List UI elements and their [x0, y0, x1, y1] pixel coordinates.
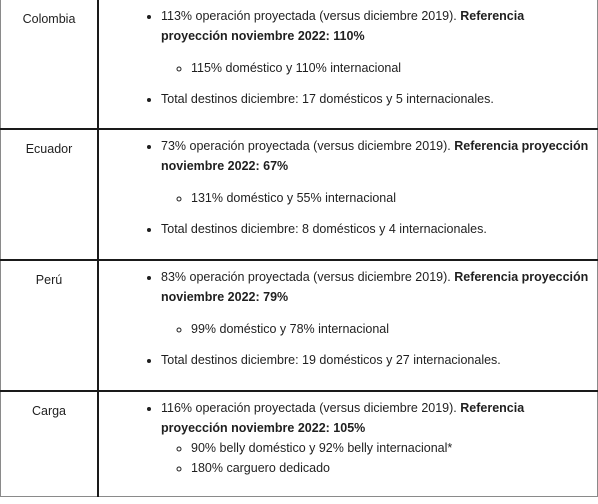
country-name: Carga [31, 404, 67, 418]
total-destinations-text: Total destinos diciembre: 19 domésticos y 27 internacionales. [161, 353, 501, 367]
country-name: Ecuador [25, 142, 73, 156]
reference-text: Referencia proyección noviembre 2022: 79% [161, 270, 589, 304]
details-cell [98, 391, 598, 497]
projection-text: 73% operación proyectada (versus diciembre 2019). [161, 139, 455, 153]
details-list [99, 130, 597, 239]
sub-list-item: ◦ 99% doméstico y 78% internacional [191, 319, 589, 339]
table-row [1, 0, 598, 129]
list-item [161, 89, 589, 109]
sub-list-item: ◦ 115% doméstico y 110% internacional [191, 58, 589, 78]
details-cell [98, 129, 598, 260]
sub-list [161, 319, 589, 339]
details-list [99, 0, 597, 109]
sub-list-item: ◦ 90% belly doméstico y 92% belly internacional* [191, 438, 589, 458]
sub-list [161, 438, 589, 478]
country-cell [1, 129, 99, 260]
list-item [161, 136, 589, 208]
country-name: Colombia [22, 12, 76, 26]
country-cell [1, 0, 99, 129]
details-cell [98, 260, 598, 391]
total-destinations-text: Total destinos diciembre: 8 domésticos y 4 internacionales. [161, 222, 487, 236]
table-row [1, 129, 598, 260]
country-name: Perú [35, 273, 63, 287]
list-item [161, 398, 589, 478]
sub-list [161, 188, 589, 208]
reference-text: Referencia proyección noviembre 2022: 110% [161, 9, 525, 43]
sub-list [161, 58, 589, 78]
details-list [99, 261, 597, 370]
reference-text: Referencia proyección noviembre 2022: 67% [161, 139, 589, 173]
reference-text: Referencia proyección noviembre 2022: 105% [161, 401, 525, 435]
list-item [161, 350, 589, 370]
sub-list-item: ◦ 131% doméstico y 55% internacional [191, 188, 589, 208]
sub-list-item: ◦ 180% carguero dedicado [191, 458, 589, 478]
list-item [161, 267, 589, 339]
projection-text: 83% operación proyectada (versus diciembre 2019). [161, 270, 455, 284]
country-cell [1, 391, 99, 497]
list-item [161, 219, 589, 239]
list-item [161, 6, 589, 78]
projection-text: 113% operación proyectada (versus diciembre 2019). [161, 9, 461, 23]
details-cell [98, 0, 598, 129]
table-row [1, 260, 598, 391]
total-destinations-text: Total destinos diciembre: 17 domésticos y 5 internacionales. [161, 92, 494, 106]
country-cell [1, 260, 99, 391]
projection-text: 116% operación proyectada (versus diciembre 2019). [161, 401, 461, 415]
table-row [1, 391, 598, 497]
details-list [99, 392, 597, 478]
